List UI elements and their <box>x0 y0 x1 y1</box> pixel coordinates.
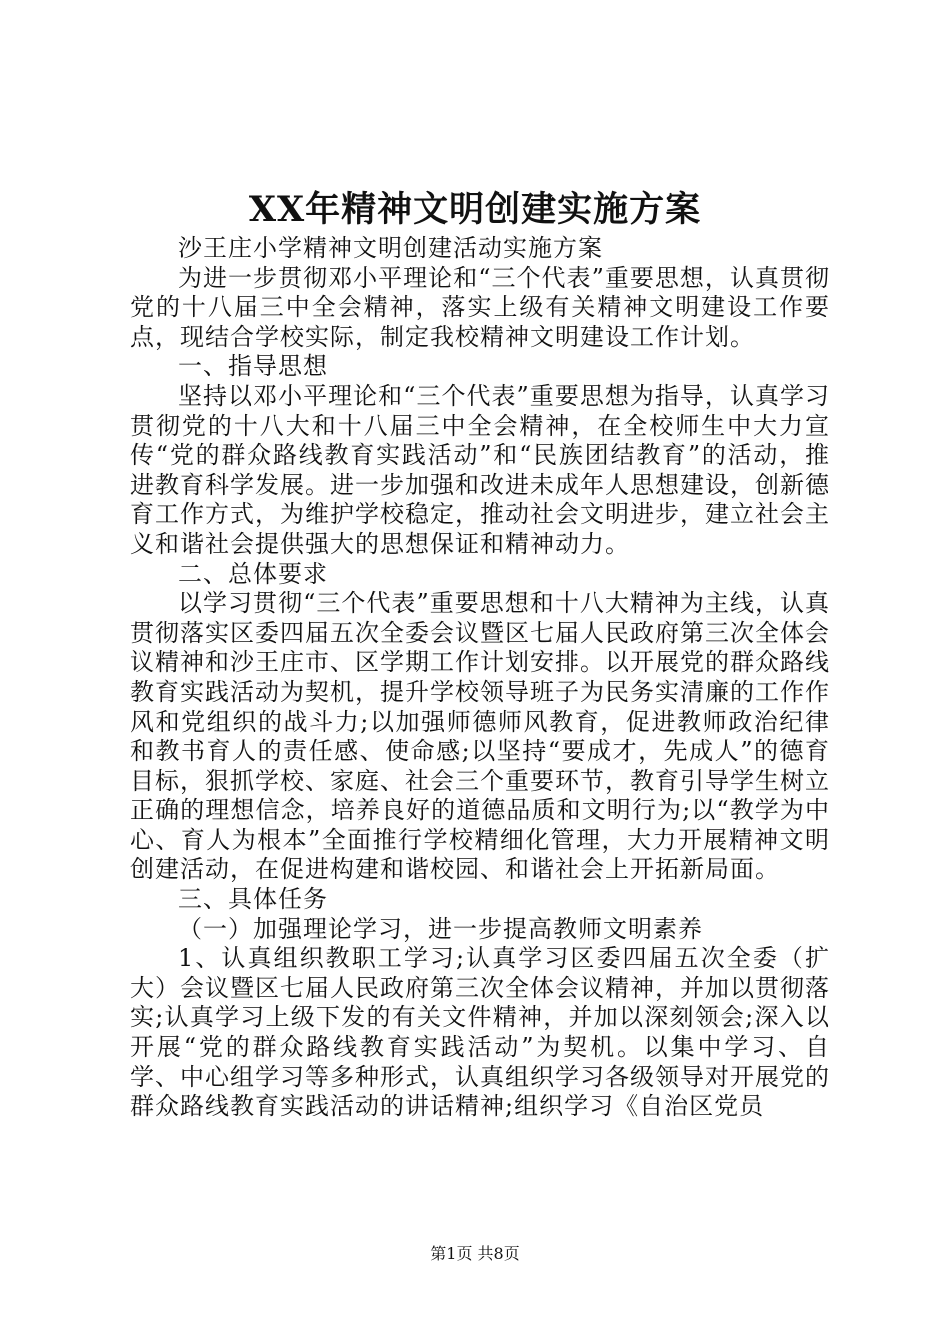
paragraph-task-1: 1、认真组织教职工学习;认真学习区委四届五次全委（扩大）会议暨区七届人民政府第三次全体会议精神，并加以贯彻落实;认真学习上级下发的有关文件精神，并加以深刻领会;深入以开展“党的群众路线教育实践活动”为契机。以集中学习、自学、中心组学习等多种形式，认真组织学习各级领导对开展党的群众路线教育实践活动的讲话精神;组织学习《自治区党员 <box>130 944 830 1121</box>
paragraph-guiding-ideology: 坚持以邓小平理论和“三个代表”重要思想为指导，认真学习贯彻党的十八大和十八届三中全会精神，在全校师生中大力宣传“党的群众路线教育实践活动”和“民族团结教育”的活动，推进教育科学发展。进一步加强和改进未成年人思想建设，创新德育工作方式，为维护学校稳定，推动社会文明进步，建立社会主义和谐社会提供强大的思想保证和精神动力。 <box>130 381 830 558</box>
document-body <box>130 234 830 1122</box>
section-heading-general-requirements: 二、总体要求 <box>178 559 328 588</box>
section-heading-specific-tasks: 三、具体任务 <box>178 885 328 914</box>
section-heading-guiding-ideology: 一、指导思想 <box>178 352 328 381</box>
page-footer: 第1页 共8页 <box>430 1244 520 1263</box>
paragraph-subtitle: 沙王庄小学精神文明创建活动实施方案 <box>178 234 603 262</box>
document-title: XX年精神文明创建实施方案 <box>248 189 702 230</box>
paragraph-general-requirements: 以学习贯彻“三个代表”重要思想和十八大精神为主线，认真贯彻落实区委四届五次全委会议暨区七届人民政府第三次全体会议精神和沙王庄市、区学期工作计划安排。以开展党的群众路线教育实践活动为契机，提升学校领导班子为民务实清廉的工作作风和党组织的战斗力;以加强师德师风教育，促进教师政治纪律和教书育人的责任感、使命感;以坚持“要成才，先成人”的德育目标，狠抓学校、家庭、社会三个重要环节，教育引导学生树立正确的理想信念，培养良好的道德品质和文明行为;以“教学为中心、育人为根本”全面推行学校精细化管理，大力开展精神文明创建活动，在促进构建和谐校园、和谐社会上开拓新局面。 <box>130 589 830 884</box>
paragraph-intro: 为进一步贯彻邓小平理论和“三个代表”重要思想，认真贯彻党的十八届三中全会精神，落实上级有关精神文明建设工作要点，现结合学校实际，制定我校精神文明建设工作计划。 <box>130 263 830 351</box>
subsection-heading-theory-study: （一）加强理论学习，进一步提高教师文明素养 <box>178 914 703 943</box>
